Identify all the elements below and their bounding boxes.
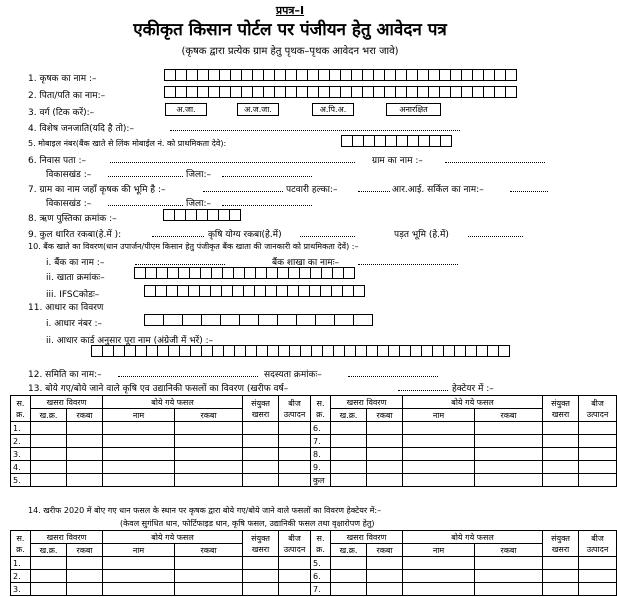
khasra-header: खसरा विवरण (31, 396, 103, 409)
seed-header-right: बीज उत्पादन (579, 531, 617, 557)
sno-header-right: स. क्र. (311, 396, 331, 422)
block-label: विकासखंड :– (46, 170, 92, 180)
account-number-label: ii. खाता क्रमांकः– (46, 273, 105, 283)
father-name-boxes[interactable] (165, 86, 517, 98)
row-number: 3. (11, 583, 31, 596)
cultivable-area-label: कृषि योग्य रकबा(हे.में) (208, 230, 282, 240)
kharif-year-line[interactable] (398, 390, 448, 391)
field-crop-details-label: 13. बोये गए/बोये जाने वाले कृषि एव उद्यानिकी फसलों का विवरण (खरीफ वर्ष– (28, 384, 289, 394)
crop-rakba-header: रकबा (175, 544, 243, 557)
ri-circle-line[interactable] (510, 191, 548, 192)
table-row[interactable] (11, 557, 617, 570)
aadhaar-number-label: i. आधार नंबर :– (46, 319, 103, 329)
category-option-obc[interactable]: अ.पि.अ. (312, 103, 354, 116)
sno-header-right: स. क्र. (311, 531, 331, 557)
paddy-replacement-note: (केवल सुगंधित धान, फोर्टिफाइड धान, कृषि फसल, उद्यानिकी फसल तथा वृक्षारोपण हेतु) (120, 519, 375, 528)
land-block-label: विकासखंड :– (46, 199, 92, 209)
district-label: जिला:– (186, 170, 211, 180)
field-land-village-label: 7. ग्राम का नाम जहाँ कृषक की भूमि है :– (28, 185, 166, 195)
row-number: 1. (11, 557, 31, 570)
row-number: 4. (11, 461, 31, 474)
seed-header: बीज उत्पादन (279, 396, 311, 422)
row-number: 8. (311, 448, 331, 461)
row-number: 1. (11, 422, 31, 435)
block-line[interactable] (108, 176, 183, 177)
crop-header-right: बोये गये फसल (403, 396, 543, 409)
table-row[interactable] (11, 435, 617, 448)
row-number: 5. (11, 474, 31, 487)
bank-name-label: i. बैंक का नाम :– (46, 258, 105, 268)
loan-book-boxes[interactable] (164, 209, 241, 221)
row-number: 7. (311, 583, 331, 596)
khasra-header-right: खसरा विवरण (331, 396, 403, 409)
category-option-general[interactable]: अनारक्षित (386, 103, 441, 116)
rakba-header-right: रकबा (367, 544, 403, 557)
field-farmer-name-label: 1. कृषक का नाम :– (28, 74, 97, 84)
sno-header: स. क्र. (11, 531, 31, 557)
joint-khasra-header-right: संयुक्त खसरा (543, 531, 579, 557)
patwari-line[interactable] (358, 191, 390, 192)
crop-rakba-header: रकबा (175, 409, 243, 422)
sno-header: स. क्र. (11, 396, 31, 422)
row-number: 3. (11, 448, 31, 461)
category-option-sc[interactable]: अ.जा. (165, 103, 207, 116)
ifsc-boxes[interactable] (145, 285, 365, 297)
paddy-table-header-row (11, 531, 617, 544)
bank-branch-label: बैंक शाखा का नामः– (272, 258, 340, 268)
table-row[interactable] (11, 422, 617, 435)
membership-line[interactable] (348, 376, 438, 377)
joint-khasra-header: संयुक्त खसरा (243, 396, 279, 422)
field-paddy-replacement-label: 14. खरीफ 2020 में बोए गए धान फसल के स्थान पर कृषक द्वारा बोये गए/बोये जाने वाले फसलों का विवरण हेक्टेयर में:– (28, 506, 382, 515)
farmer-name-boxes[interactable] (165, 69, 517, 81)
crop-rakba-header-right: रकबा (475, 409, 543, 422)
aadhaar-number-boxes[interactable] (145, 314, 373, 326)
total-area-line[interactable] (152, 236, 204, 237)
row-number: 2. (11, 435, 31, 448)
joint-khasra-header: संयुक्त खसरा (243, 531, 279, 557)
khno-header-right: ख.क्र. (331, 409, 367, 422)
field-mobile-label: 5. मोबाइल नंबर(बैंक खाते से लिंक मोबाईल नं. को प्राथमिकता देवे): (28, 139, 227, 148)
land-block-line[interactable] (108, 205, 183, 206)
ifsc-label: iii. IFSCकोडः– (46, 290, 100, 300)
seed-header: बीज उत्पादन (279, 531, 311, 557)
paddy-replacement-table (10, 530, 617, 596)
crop-name-header-right: नाम (403, 409, 475, 422)
crop-name-header-right: नाम (403, 544, 475, 557)
row-number: 5. (311, 557, 331, 570)
mobile-boxes[interactable] (342, 135, 452, 147)
field-bank-label: 10. बैंक खाते का विवरण(धान उपार्जन/पीएम किसान हेतु पंजीकृत बैंक खाता की जानकारी को प्राथमिकता देवें) :– (28, 242, 359, 251)
tribe-line[interactable] (170, 130, 460, 131)
membership-label: सदस्यता क्रमांकः– (264, 370, 322, 380)
joint-khasra-header-right: संयुक्त खसरा (543, 396, 579, 422)
field-society-label: 12. समिति का नाम:– (28, 370, 102, 380)
patwari-label: पटवारी हल्का:– (286, 185, 338, 195)
land-village-line[interactable] (203, 191, 283, 192)
total-label: कुल (311, 474, 331, 487)
fallow-area-line[interactable] (468, 236, 523, 237)
row-number: 9. (311, 461, 331, 474)
aadhaar-name-label: ii. आधार कार्ड अनुसार पूरा नाम (अंग्रेजी में भरें) :– (46, 336, 214, 346)
row-number: 7. (311, 435, 331, 448)
form-code: प्रपत्र–I (275, 4, 305, 17)
khasra-header-right: खसरा विवरण (331, 531, 403, 544)
cultivable-area-line[interactable] (300, 236, 355, 237)
table-row[interactable] (11, 461, 617, 474)
field-address-label: 6. निवास पता :– (28, 156, 87, 166)
crop-header: बोये गये फसल (103, 396, 243, 409)
table-row[interactable] (11, 448, 617, 461)
village-line[interactable] (445, 162, 545, 163)
district-line[interactable] (222, 176, 312, 177)
field-tribe-label: 4. विशेष जनजाति(यदि है तो):– (28, 124, 134, 134)
row-number: 6. (311, 570, 331, 583)
field-father-name-label: 2. पिता/पति का नाम:– (28, 91, 106, 101)
khno-header-right: ख.क्र. (331, 544, 367, 557)
category-option-st[interactable]: अ.ज.जा. (237, 103, 279, 116)
table-row[interactable] (11, 474, 617, 487)
account-number-boxes[interactable] (135, 267, 355, 279)
bank-name-line[interactable] (135, 264, 225, 265)
society-line[interactable] (118, 376, 258, 377)
field-category-label: 3. वर्ग (टिक करें):– (28, 108, 95, 118)
aadhaar-name-boxes[interactable] (92, 345, 510, 357)
rakba-header: रकबा (67, 544, 103, 557)
hectare-label: हेक्टेयर में :– (452, 384, 494, 394)
crop-header: बोये गये फसल (103, 531, 243, 544)
land-district-label: जिला:– (186, 199, 211, 209)
crop-header-right: बोये गये फसल (403, 531, 543, 544)
crop-name-header: नाम (103, 409, 175, 422)
form-title: एकीकृत किसान पोर्टल पर पंजीयन हेतु आवेदन पत्र (133, 20, 447, 40)
khno-header: ख.क्र. (31, 409, 67, 422)
row-number: 2. (11, 570, 31, 583)
field-aadhaar-label: 11. आधार का विवरण (28, 303, 104, 313)
address-line[interactable] (110, 162, 355, 163)
field-loan-book-label: 8. ऋण पुस्तिका क्रमांक :– (28, 214, 117, 224)
crop-rakba-header-right: रकबा (475, 544, 543, 557)
table-row[interactable] (11, 583, 617, 596)
ri-circle-label: आर.आई. सर्किल का नाम:– (392, 185, 484, 195)
bank-branch-line[interactable] (358, 264, 458, 265)
land-district-line[interactable] (222, 205, 312, 206)
khasra-header: खसरा विवरण (31, 531, 103, 544)
row-number: 6. (311, 422, 331, 435)
table-row[interactable] (11, 570, 617, 583)
village-label: ग्राम का नाम :– (372, 156, 423, 166)
rakba-header: रकबा (67, 409, 103, 422)
field-total-area-label: 9. कुल धारित रकबा(हे.में ): (28, 230, 122, 240)
fallow-area-label: पड़त भूमि (हे.में) (394, 230, 449, 240)
crop-name-header: नाम (103, 544, 175, 557)
form-subtitle: (कृषक द्वारा प्रत्येक ग्राम हेतु पृथक–पृथक आवेदन भरा जावे) (181, 46, 399, 57)
seed-header-right: बीज उत्पादन (579, 396, 617, 422)
khno-header: ख.क्र. (31, 544, 67, 557)
rakba-header-right: रकबा (367, 409, 403, 422)
crop-table-header-row (11, 396, 617, 409)
crop-details-table (10, 395, 617, 487)
